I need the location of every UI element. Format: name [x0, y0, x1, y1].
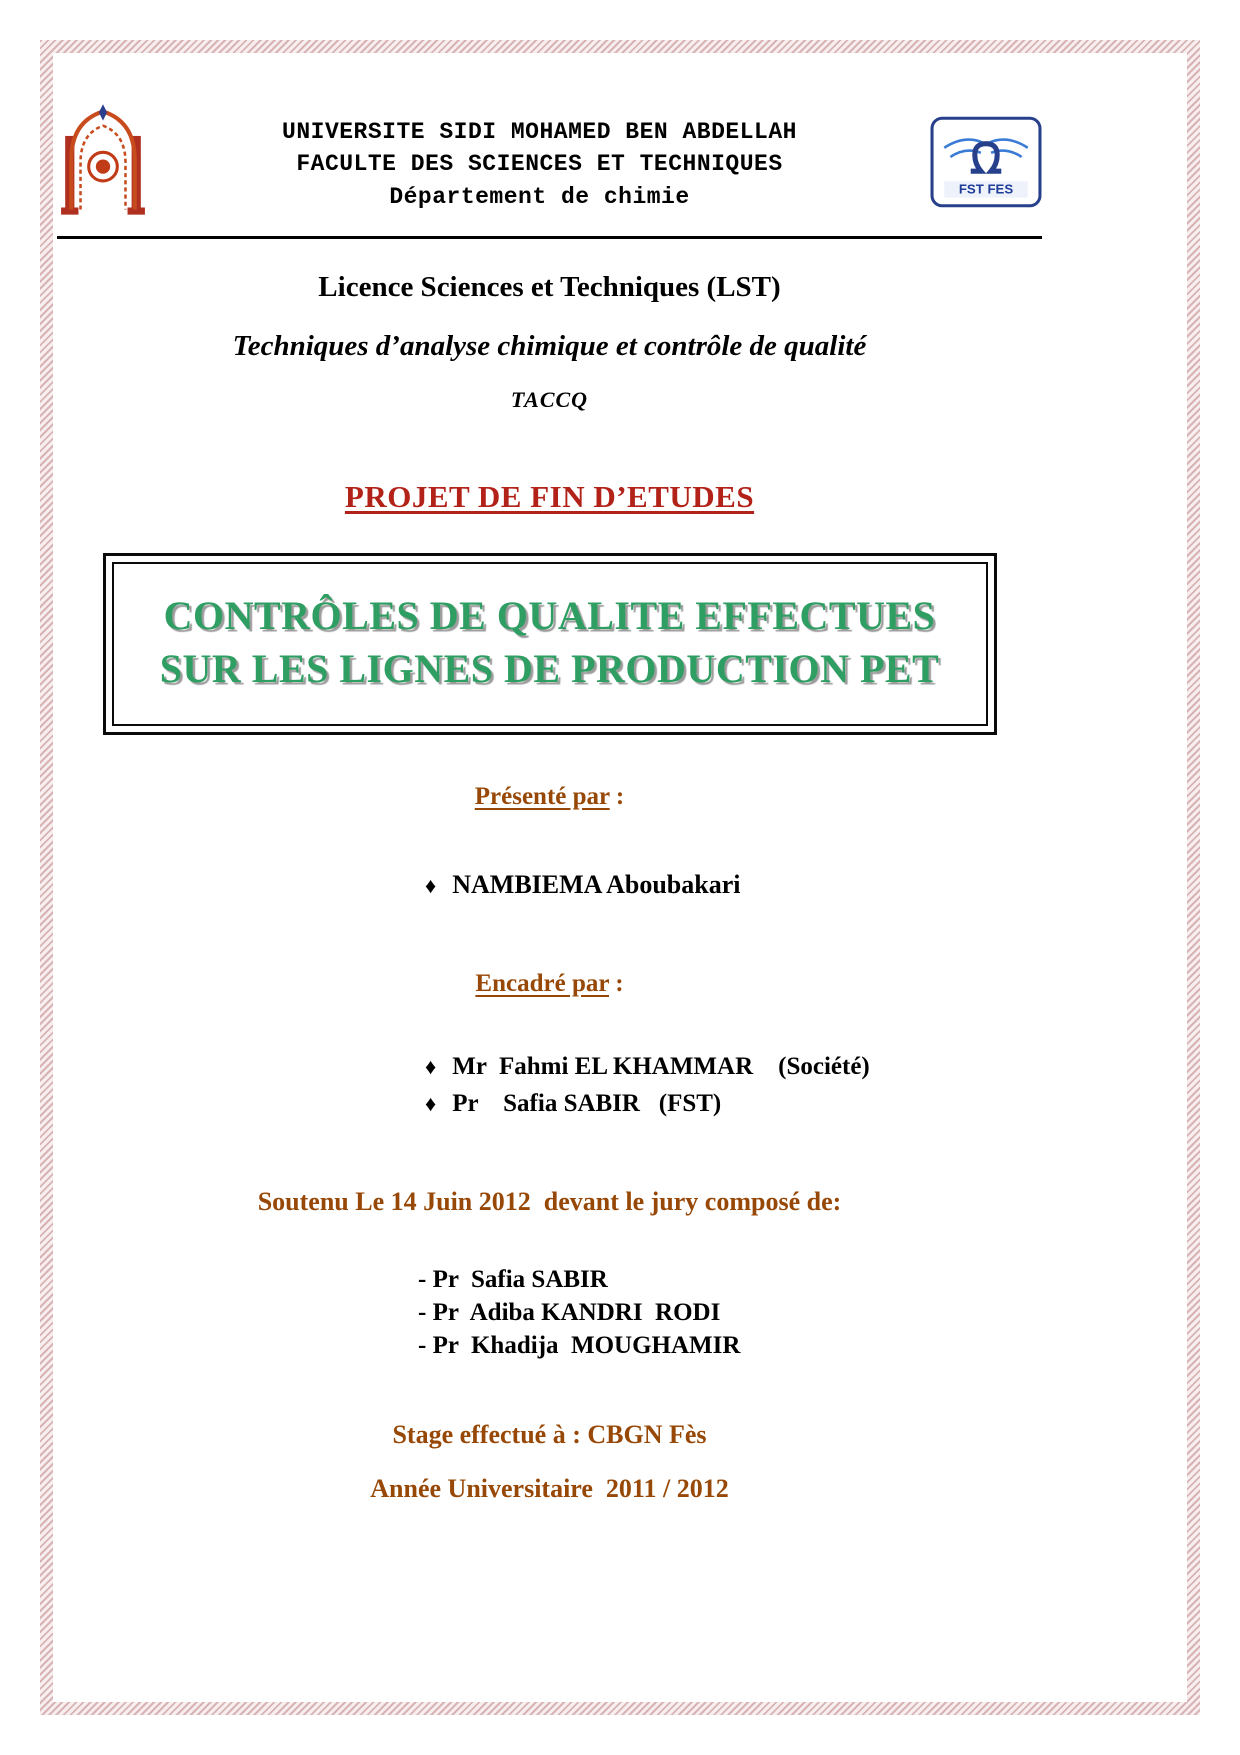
diamond-bullet-icon: ♦	[425, 1091, 437, 1117]
supervisor-item	[425, 1048, 1042, 1086]
page-content	[53, 53, 1187, 1702]
presented-by-label: Présenté par :	[474, 782, 625, 810]
header-divider	[57, 236, 1042, 239]
degree-title: Licence Sciences et Techniques (LST)	[318, 271, 781, 303]
university-emblem-icon	[57, 103, 149, 221]
supervisor-item	[425, 1085, 1042, 1123]
header-university-name: UNIVERSITE SIDI MOHAMED BEN ABDELLAH	[282, 119, 797, 146]
institution-block	[149, 116, 930, 213]
supervisor-name: Pr Safia SABIR (FST)	[452, 1090, 722, 1118]
program-title: Techniques d’analyse chimique et contrôle de qualité	[232, 330, 867, 362]
program-acronym: TACCQ	[510, 387, 589, 412]
fst-fes-logo-icon	[930, 116, 1042, 208]
diamond-bullet-icon: ♦	[425, 872, 437, 898]
jury-member: - Pr Khadija MOUGHAMIR	[418, 1331, 741, 1359]
presented-by-list	[425, 865, 1042, 904]
header-department-name: Département de chimie	[389, 183, 690, 210]
student-name: NAMBIEMA Aboubakari	[452, 869, 741, 899]
jury-list	[418, 1263, 1042, 1362]
supervised-by-label: Encadré par :	[475, 969, 624, 997]
thesis-title-box	[103, 553, 997, 735]
defense-statement: Soutenu Le 14 Juin 2012 devant le jury composé de:	[257, 1186, 842, 1216]
header-faculty-name: FACULTE DES SCIENCES ET TECHNIQUES	[296, 151, 783, 178]
jury-member: - Pr Safia SABIR	[418, 1265, 608, 1293]
thesis-title-line1: CONTRÔLES DE QUALITE EFFECTUES	[163, 593, 936, 638]
university-logo	[57, 103, 149, 226]
jury-member: - Pr Adiba KANDRI RODI	[418, 1298, 721, 1326]
supervisor-list	[425, 1048, 1042, 1123]
fst-fes-logo-label: FST FES	[958, 181, 1014, 197]
internship-note: Stage effectué à : CBGN Fès	[392, 1419, 707, 1449]
diamond-bullet-icon: ♦	[425, 1053, 437, 1079]
fst-fes-logo	[930, 116, 1042, 213]
academic-year: Année Universitaire 2011 / 2012	[370, 1473, 729, 1503]
thesis-title-line2: SUR LES LIGNES DE PRODUCTION PET	[159, 645, 940, 691]
supervisor-name: Mr Fahmi EL KHAMMAR (Société)	[452, 1052, 870, 1080]
presented-by-item	[425, 865, 1042, 904]
header	[57, 103, 1042, 226]
project-heading: PROJET DE FIN D’ETUDES	[344, 479, 755, 514]
